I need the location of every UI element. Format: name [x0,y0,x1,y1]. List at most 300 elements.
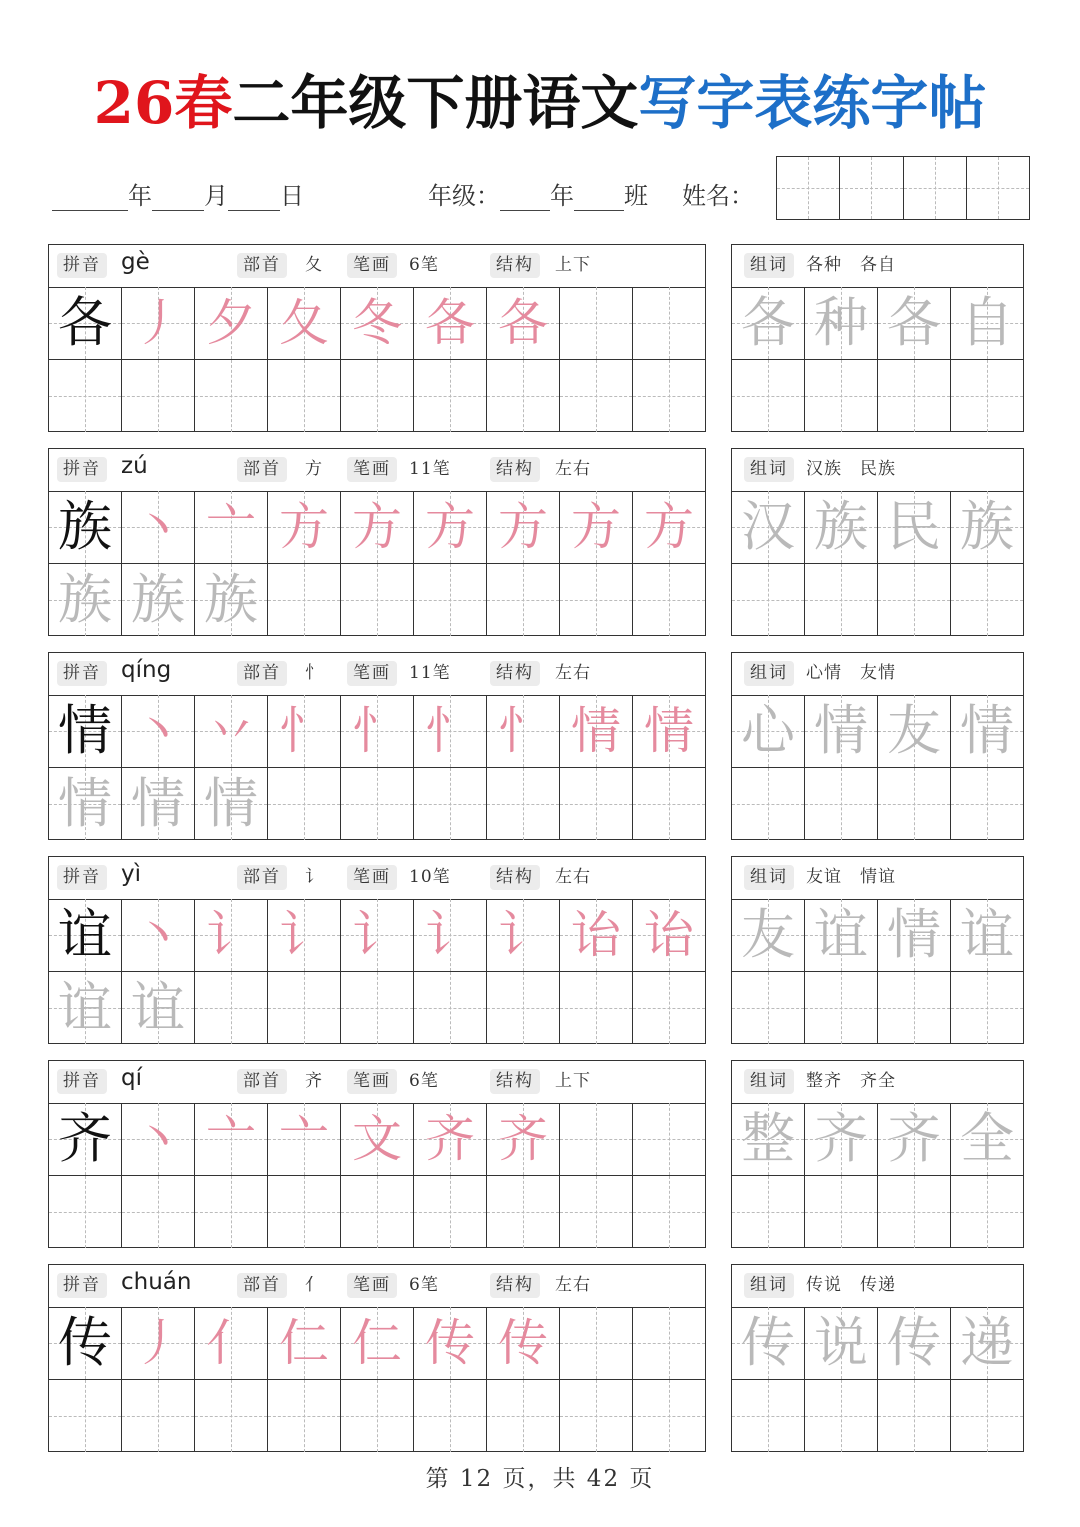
writing-cell[interactable] [804,360,877,432]
writing-cell[interactable] [49,287,121,359]
writing-cell[interactable] [559,491,632,563]
character-info-bar [49,857,705,900]
writing-cell[interactable] [804,1176,877,1248]
stroke-step-character: 方 [279,498,329,556]
writing-cell[interactable] [194,287,267,359]
writing-cell[interactable] [194,972,267,1044]
pinyin-value: qíng [121,657,172,683]
writing-cell[interactable] [877,1380,950,1452]
month-blank[interactable] [152,188,204,211]
writing-cell[interactable] [194,360,267,432]
structure-value: 上下 [555,255,591,275]
grade-year-label: 年 [550,182,574,210]
writing-cell[interactable] [804,1103,877,1175]
writing-cell[interactable] [194,1380,267,1452]
stroke-step-character: 讠 [425,906,475,964]
writing-cell[interactable] [267,491,340,563]
word-block [731,652,1024,840]
stroke-step-character: 传 [425,1314,475,1372]
writing-cell[interactable] [877,972,950,1044]
writing-cell[interactable] [194,491,267,563]
structure-tag: 结构 [490,457,540,482]
writing-cell[interactable] [267,360,340,432]
practice-row [49,972,705,1044]
writing-cell[interactable] [950,491,1023,563]
word-info-bar [732,449,1023,492]
writing-cell[interactable] [340,695,413,767]
word-trace-character: 递 [960,1311,1014,1374]
writing-cell[interactable] [877,768,950,840]
writing-cell[interactable] [632,1307,705,1379]
writing-cell[interactable] [340,1380,413,1452]
strokes-tag: 笔画 [347,457,397,482]
writing-cell[interactable] [194,564,267,636]
writing-cell[interactable] [559,360,632,432]
stroke-step-character: 亠 [206,498,256,556]
writing-cell[interactable] [194,1307,267,1379]
word-trace-row [732,287,1023,360]
stroke-step-character: 夂 [279,294,329,352]
stroke-step-character: 传 [498,1314,548,1372]
writing-cell[interactable] [559,1103,632,1175]
stroke-step-character: 齐 [425,1110,475,1168]
writing-cell[interactable] [340,1307,413,1379]
word-info-bar [732,857,1023,900]
writing-cell[interactable] [732,287,804,359]
stroke-order-row [49,1103,705,1176]
writing-cell[interactable] [732,491,804,563]
grade-class-blank[interactable] [574,188,624,211]
word-practice-row [732,360,1023,432]
name-box[interactable] [903,157,966,219]
strokes-value: 11笔 [409,663,451,683]
writing-cell[interactable] [267,564,340,636]
words-value: 传说 传递 [806,1275,896,1295]
pinyin-value: qí [121,1065,142,1091]
writing-cell[interactable] [267,695,340,767]
writing-cell[interactable] [559,768,632,840]
day-blank[interactable] [228,188,280,211]
writing-cell[interactable] [49,491,121,563]
writing-cell[interactable] [486,564,559,636]
title-red-part: 26春 [93,69,233,137]
word-trace-character: 汉 [741,495,795,558]
writing-cell[interactable] [632,1176,705,1248]
writing-cell[interactable] [559,287,632,359]
words-tag: 组词 [744,1273,794,1298]
writing-cell[interactable] [121,1307,194,1379]
name-box[interactable] [777,157,839,219]
writing-cell[interactable] [804,287,877,359]
character-info-bar [49,1061,705,1104]
writing-cell[interactable] [121,695,194,767]
stroke-step-character: 丶 [133,702,183,760]
writing-cell[interactable] [486,899,559,971]
trace-character: 谊 [131,976,185,1039]
stroke-step-character: 丿 [133,294,183,352]
pinyin-tag: 拼音 [57,1273,107,1298]
writing-cell[interactable] [486,1380,559,1452]
stroke-step-character: 方 [644,498,694,556]
stroke-order-row [49,1307,705,1380]
name-box[interactable] [839,157,902,219]
radical-value: 夂 [305,255,323,275]
radical-tag: 部首 [237,1069,287,1094]
writing-cell[interactable] [950,1103,1023,1175]
writing-cell[interactable] [267,287,340,359]
writing-cell[interactable] [413,1176,486,1248]
word-block [731,856,1024,1044]
writing-cell[interactable] [559,1380,632,1452]
word-trace-character: 整 [741,1107,795,1170]
writing-cell[interactable] [950,695,1023,767]
writing-cell[interactable] [49,1176,121,1248]
writing-cell[interactable] [121,287,194,359]
pinyin-tag: 拼音 [57,457,107,482]
writing-cell[interactable] [340,1103,413,1175]
page-footer: 第 12 页，共 42 页 [425,1466,655,1492]
writing-cell[interactable] [49,899,121,971]
writing-cell[interactable] [877,1176,950,1248]
radical-value: 亻 [305,1275,323,1295]
words-tag: 组词 [744,253,794,278]
writing-cell[interactable] [49,1307,121,1379]
writing-cell[interactable] [950,360,1023,432]
writing-cell[interactable] [632,768,705,840]
writing-cell[interactable] [486,695,559,767]
writing-cell[interactable] [732,360,804,432]
writing-cell[interactable] [121,1380,194,1452]
writing-cell[interactable] [804,564,877,636]
writing-cell[interactable] [486,972,559,1044]
radical-tag: 部首 [237,253,287,278]
writing-cell[interactable] [267,1103,340,1175]
title-blue-part: 写字表练字帖 [638,69,987,137]
character-block [48,1060,706,1248]
strokes-value: 6笔 [409,1071,439,1091]
structure-tag: 结构 [490,1273,540,1298]
writing-cell[interactable] [413,695,486,767]
words-value: 各种 各自 [806,255,896,275]
word-trace-row [732,491,1023,564]
trace-character: 情 [131,772,185,835]
writing-cell[interactable] [486,491,559,563]
writing-cell[interactable] [413,899,486,971]
writing-cell[interactable] [49,695,121,767]
stroke-step-character: 夕 [206,294,256,352]
trace-character: 族 [58,568,112,631]
month-label: 月 [204,182,228,210]
writing-cell[interactable] [559,695,632,767]
pinyin-value: gè [121,249,150,275]
name-label: 姓名： [682,182,754,210]
trace-character: 族 [131,568,185,631]
writing-cell[interactable] [413,360,486,432]
writing-cell[interactable] [486,768,559,840]
writing-cell[interactable] [121,564,194,636]
radical-tag: 部首 [237,457,287,482]
writing-cell[interactable] [559,1307,632,1379]
word-grid [732,695,1023,839]
word-grid [732,899,1023,1043]
words-value: 汉族 民族 [806,459,896,479]
writing-cell[interactable] [340,1176,413,1248]
writing-cell[interactable] [49,564,121,636]
strokes-tag: 笔画 [347,865,397,890]
writing-cell[interactable] [950,899,1023,971]
writing-cell[interactable] [267,972,340,1044]
writing-cell[interactable] [804,491,877,563]
stroke-step-character: 仁 [279,1314,329,1372]
writing-cell[interactable] [632,1380,705,1452]
writing-cell[interactable] [632,695,705,767]
writing-grid [49,287,705,431]
writing-cell[interactable] [121,1176,194,1248]
writing-cell[interactable] [950,1307,1023,1379]
writing-cell[interactable] [804,768,877,840]
writing-cell[interactable] [732,899,804,971]
word-trace-character: 各 [741,291,795,354]
writing-cell[interactable] [877,899,950,971]
word-trace-character: 情 [887,903,941,966]
pinyin-tag: 拼音 [57,1069,107,1094]
radical-value: 方 [305,459,323,479]
stroke-step-character: 诒 [644,906,694,964]
stroke-step-character: 丿 [133,1314,183,1372]
writing-cell[interactable] [877,491,950,563]
writing-cell[interactable] [413,287,486,359]
writing-cell[interactable] [340,972,413,1044]
word-info-bar [732,653,1023,696]
word-trace-character: 传 [741,1311,795,1374]
character-info-bar [49,653,705,696]
character-block [48,244,706,432]
strokes-tag: 笔画 [347,1069,397,1094]
structure-tag: 结构 [490,1069,540,1094]
structure-value: 左右 [555,867,591,887]
writing-cell[interactable] [804,1307,877,1379]
writing-cell[interactable] [413,972,486,1044]
writing-cell[interactable] [267,899,340,971]
writing-cell[interactable] [267,1307,340,1379]
writing-cell[interactable] [413,1307,486,1379]
writing-cell[interactable] [732,1176,804,1248]
writing-cell[interactable] [340,360,413,432]
writing-cell[interactable] [49,768,121,840]
stroke-step-character: 讠 [206,906,256,964]
radical-value: 齐 [305,1071,323,1091]
strokes-value: 6笔 [409,1275,439,1295]
writing-cell[interactable] [486,1176,559,1248]
word-trace-character: 民 [887,495,941,558]
writing-cell[interactable] [413,1380,486,1452]
year-label: 年 [128,182,152,210]
writing-cell[interactable] [732,1103,804,1175]
writing-cell[interactable] [413,491,486,563]
writing-cell[interactable] [877,1307,950,1379]
writing-grid [49,1103,705,1247]
title-black-part: 二年级下册语文 [232,69,639,137]
writing-cell[interactable] [121,899,194,971]
structure-value: 左右 [555,663,591,683]
day-label: 日 [280,182,304,210]
writing-cell[interactable] [49,1103,121,1175]
writing-cell[interactable] [486,1103,559,1175]
writing-cell[interactable] [194,1176,267,1248]
stroke-order-row [49,491,705,564]
words-tag: 组词 [744,865,794,890]
word-trace-character: 自 [960,291,1014,354]
writing-cell[interactable] [877,1103,950,1175]
model-character: 齐 [58,1107,112,1170]
writing-cell[interactable] [632,491,705,563]
writing-cell[interactable] [732,695,804,767]
writing-cell[interactable] [804,695,877,767]
writing-cell[interactable] [121,360,194,432]
stroke-step-character: 亻 [206,1314,256,1372]
trace-character: 谊 [58,976,112,1039]
character-block [48,652,706,840]
word-trace-character: 情 [814,699,868,762]
character-block [48,448,706,636]
writing-cell[interactable] [121,491,194,563]
writing-cell[interactable] [632,287,705,359]
writing-grid [49,899,705,1043]
name-boxes[interactable] [776,156,1030,220]
writing-cell[interactable] [121,1103,194,1175]
stroke-step-character: 情 [571,702,621,760]
model-character: 传 [58,1311,112,1374]
word-trace-character: 族 [960,495,1014,558]
writing-cell[interactable] [340,287,413,359]
word-trace-character: 友 [741,903,795,966]
writing-cell[interactable] [121,972,194,1044]
writing-cell[interactable] [340,899,413,971]
writing-cell[interactable] [732,1307,804,1379]
writing-cell[interactable] [950,768,1023,840]
word-trace-row [732,695,1023,768]
writing-cell[interactable] [486,1307,559,1379]
words-value: 友谊 情谊 [806,867,896,887]
writing-cell[interactable] [950,287,1023,359]
writing-cell[interactable] [632,1103,705,1175]
writing-cell[interactable] [194,768,267,840]
writing-cell[interactable] [559,564,632,636]
character-block [48,856,706,1044]
writing-cell[interactable] [340,768,413,840]
writing-cell[interactable] [877,287,950,359]
writing-cell[interactable] [340,564,413,636]
writing-cell[interactable] [732,972,804,1044]
writing-cell[interactable] [732,768,804,840]
stroke-step-character: 齐 [498,1110,548,1168]
writing-cell[interactable] [267,768,340,840]
word-block [731,448,1024,636]
writing-cell[interactable] [732,564,804,636]
radical-tag: 部首 [237,865,287,890]
writing-cell[interactable] [49,1380,121,1452]
strokes-tag: 笔画 [347,1273,397,1298]
writing-cell[interactable] [49,360,121,432]
page-title [0,69,1080,137]
writing-cell[interactable] [804,899,877,971]
writing-cell[interactable] [804,1380,877,1452]
word-block [731,244,1024,432]
writing-cell[interactable] [950,564,1023,636]
writing-cell[interactable] [877,360,950,432]
words-tag: 组词 [744,1069,794,1094]
writing-cell[interactable] [632,360,705,432]
character-block [48,1264,706,1452]
writing-cell[interactable] [877,564,950,636]
stroke-step-character: 文 [352,1110,402,1168]
words-tag: 组词 [744,661,794,686]
writing-cell[interactable] [413,564,486,636]
word-info-bar [732,1061,1023,1104]
pinyin-value: zú [121,453,148,479]
grade-year-blank[interactable] [500,188,550,211]
writing-cell[interactable] [804,972,877,1044]
stroke-step-character: 仁 [352,1314,402,1372]
word-trace-character: 谊 [814,903,868,966]
word-trace-character: 情 [960,699,1014,762]
stroke-step-character: 讠 [279,906,329,964]
word-grid [732,1307,1023,1451]
writing-cell[interactable] [413,1103,486,1175]
writing-cell[interactable] [486,287,559,359]
writing-cell[interactable] [340,491,413,563]
word-grid [732,287,1023,431]
writing-cell[interactable] [194,899,267,971]
writing-cell[interactable] [877,695,950,767]
stroke-step-character: 忄 [352,702,402,760]
practice-row [49,1380,705,1452]
writing-cell[interactable] [559,899,632,971]
writing-cell[interactable] [632,899,705,971]
writing-cell[interactable] [632,564,705,636]
structure-value: 上下 [555,1071,591,1091]
year-blank[interactable] [52,188,128,211]
writing-cell[interactable] [632,972,705,1044]
writing-cell[interactable] [559,1176,632,1248]
stroke-step-character: 情 [644,702,694,760]
writing-cell[interactable] [121,768,194,840]
writing-cell[interactable] [194,695,267,767]
writing-cell[interactable] [194,1103,267,1175]
model-character: 情 [58,699,112,762]
writing-cell[interactable] [267,1176,340,1248]
writing-cell[interactable] [950,972,1023,1044]
pinyin-tag: 拼音 [57,253,107,278]
name-box[interactable] [966,157,1029,219]
writing-cell[interactable] [732,1380,804,1452]
word-block [731,1060,1024,1248]
writing-cell[interactable] [950,1176,1023,1248]
structure-value: 左右 [555,459,591,479]
stroke-step-character: 忄 [498,702,548,760]
practice-row [49,768,705,840]
writing-cell[interactable] [950,1380,1023,1452]
writing-cell[interactable] [267,1380,340,1452]
writing-cell[interactable] [486,360,559,432]
writing-cell[interactable] [413,768,486,840]
strokes-value: 10笔 [409,867,451,887]
writing-cell[interactable] [559,972,632,1044]
model-character: 族 [58,495,112,558]
structure-value: 左右 [555,1275,591,1295]
writing-cell[interactable] [49,972,121,1044]
stroke-step-character: 各 [498,294,548,352]
